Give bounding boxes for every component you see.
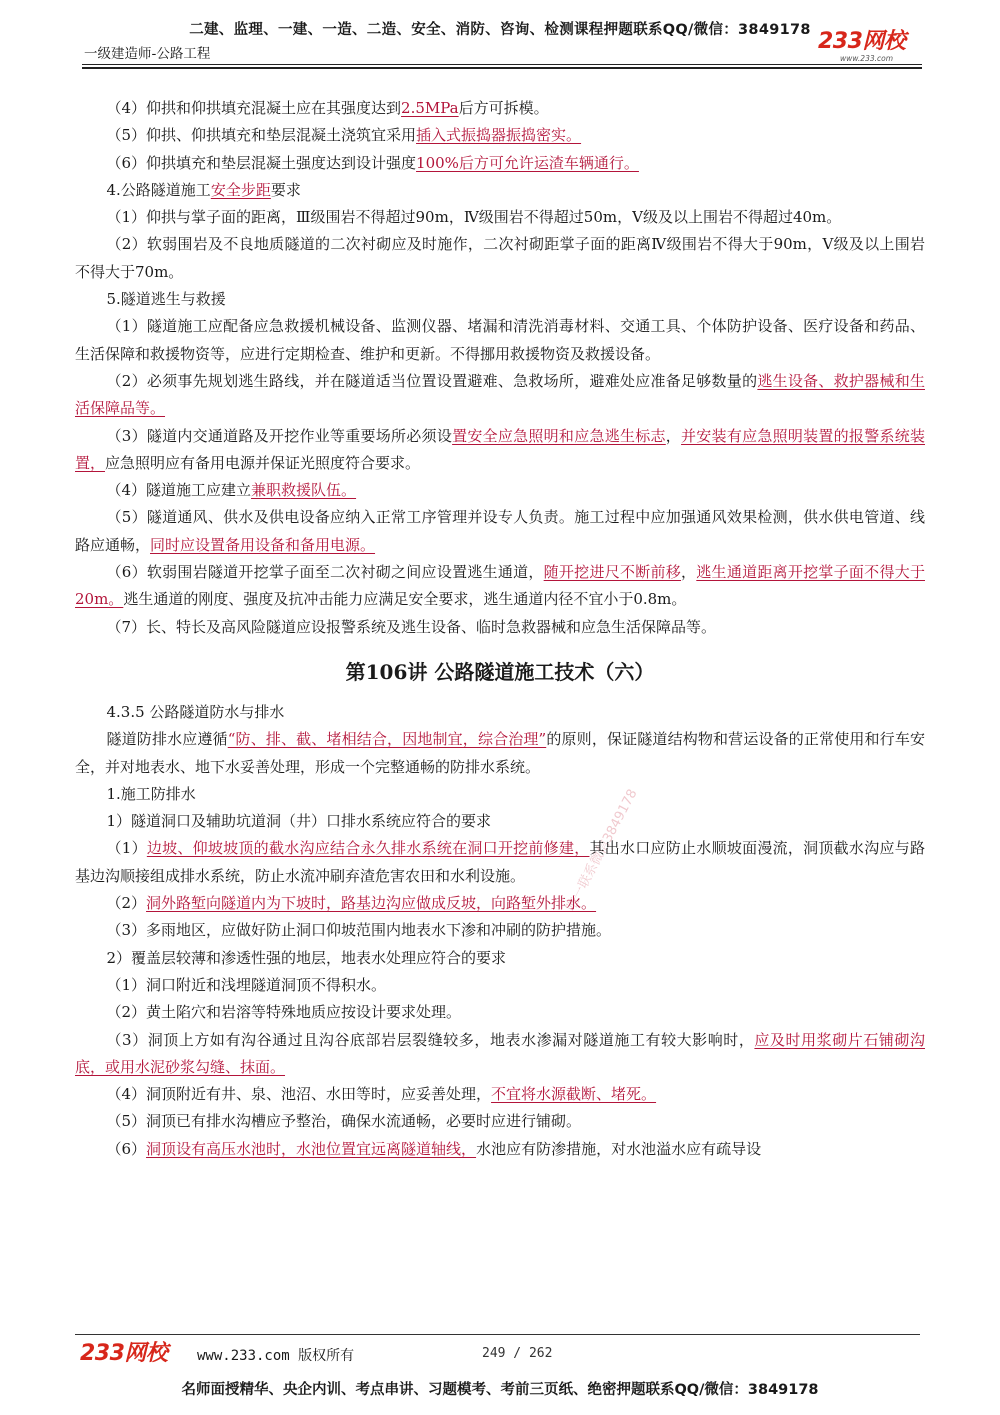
highlighted-text: 插入式振捣器振捣密实。 [416, 126, 582, 145]
highlighted-text: 逃生通道距离开挖掌子面不得大于20m。 [75, 563, 925, 609]
text-run: 水池应有防渗措施，对水池溢水应有疏导设 [476, 1139, 762, 1158]
paragraph [75, 1136, 925, 1163]
highlighted-text: 2.5MPa [401, 99, 459, 117]
text-run: （5）洞顶已有排水沟槽应予整治，确保水流通畅，必要时应进行铺砌。 [106, 1112, 582, 1131]
paragraph [75, 286, 925, 313]
text-run: 隧道防排水应遵循 [106, 730, 228, 749]
text-run: 应急照明应有备用电源并保证光照度符合要求。 [105, 453, 421, 472]
text-run: （1）仰拱与掌子面的距离，Ⅲ级围岩不得超过90m，Ⅳ级围岩不得超过50m，Ⅴ级及以上围岩不得超过40m。 [106, 208, 842, 227]
text-run: （2）黄土陷穴和岩溶等特殊地质应按设计要求处理。 [106, 1003, 462, 1022]
text-run: （4）仰拱和仰拱填充混凝土应在其强度达到 [106, 99, 402, 117]
footer-rule [75, 1334, 920, 1335]
watermark-text: 唯一联系微信3849178 [563, 786, 641, 914]
text-run: （1）洞口附近和浅埋隧道洞顶不得积水。 [106, 975, 387, 994]
paragraph [75, 614, 925, 641]
brand-logo [818, 30, 928, 63]
header-contact-line: 二建、监理、一建、一造、二造、安全、消防、咨询、检测课程押题联系QQ/微信：3849178 [189, 22, 811, 38]
paragraph [75, 699, 925, 726]
text-run: （3）洞顶上方如有沟谷通过且沟谷底部岩层裂缝较多，地表水渗漏对隧道施工有较大影响时， [106, 1030, 755, 1049]
text-run: （2） [106, 894, 147, 913]
text-run: 要求 [270, 180, 301, 199]
paragraph [75, 1081, 925, 1108]
paragraph [75, 368, 925, 423]
highlighted-text: 随开挖进尺不断前移 [543, 563, 682, 582]
paragraph [75, 122, 925, 149]
page-number: 249 / 262 [482, 1346, 553, 1361]
paragraph [75, 504, 925, 559]
section-heading [75, 657, 925, 687]
paragraph [75, 917, 925, 944]
text-run: （5）隧道通风、供水及供电设备应纳入正常工序管理并设专人负责。施工过程中应加强通风效果检测，供水供电管道、线路应通畅， [75, 508, 925, 554]
text-run: 其出水口应防止水顺坡面漫流，洞顶截水沟应与路基边沟顺接组成排水系统，防止水流冲刷弃渣危害农田和水利设施。 [75, 839, 925, 885]
paragraph [75, 835, 925, 890]
paragraph [75, 423, 925, 478]
footer-logo: 233网校 [80, 1341, 168, 1366]
text-run: 逃生通道的刚度、强度及抗冲击能力应满足安全要求，逃生通道内径不宜小于0.8m。 [123, 590, 687, 609]
text-run: （4）隧道施工应建立 [106, 481, 252, 500]
paragraph [75, 231, 925, 286]
highlighted-text: 洞顶设有高压水池时，水池位置宜远离隧道轴线， [146, 1139, 477, 1158]
text-run: （3）隧道内交通道路及开挖作业等重要场所必须设 [106, 426, 453, 445]
text-run: 1.施工防排水 [106, 784, 196, 803]
brand-logo-url: www.233.com [840, 54, 894, 63]
paragraph [75, 95, 925, 122]
paragraph [75, 781, 925, 808]
text-run: ， [681, 563, 697, 582]
highlighted-text: 不宜将水源截断、堵死。 [491, 1085, 657, 1104]
text-run: （2）必须事先规划逃生路线，并在隧道适当位置设置避难、急救场所，避难处应准备足够数量的 [106, 371, 758, 390]
paragraph [75, 313, 925, 368]
paragraph [75, 972, 925, 999]
text-run: （1） [106, 839, 147, 858]
highlighted-text: 洞外路堑向隧道内为下坡时，路基边沟应做成反坡，向路堑外排水。 [146, 894, 597, 913]
header-rule-thin [82, 64, 922, 65]
text-run: 后方可拆模。 [458, 99, 549, 117]
paragraph [75, 1108, 925, 1135]
text-run: ， [665, 426, 682, 445]
paragraph [75, 999, 925, 1026]
text-run: 5.隧道逃生与救援 [106, 290, 226, 309]
paragraph [75, 808, 925, 835]
text-run: 4.公路隧道施工 [106, 180, 211, 199]
text-run: （3）多雨地区，应做好防止洞口仰坡范围内地表水下渗和冲刷的防护措施。 [106, 921, 612, 940]
text-run: 1）隧道洞口及辅助坑道洞（井）口排水系统应符合的要求 [106, 812, 492, 831]
paragraph [75, 559, 925, 614]
highlighted-text: 置安全应急照明和应急逃生标志 [452, 426, 666, 445]
text-run: 4.3.5 公路隧道防水与排水 [106, 702, 285, 721]
paragraph [75, 150, 925, 177]
highlighted-text: 安全步距 [210, 180, 271, 199]
brand-logo-text: 233网校 [818, 29, 906, 54]
document-body [75, 95, 925, 1163]
footer-copyright: www.233.com 版权所有 [197, 1348, 355, 1364]
text-run: （5）仰拱、仰拱填充和垫层混凝土浇筑宜采用 [106, 126, 417, 145]
highlighted-text: 应及时用浆砌片石铺砌沟底，或用水泥砂浆勾缝、抹面。 [75, 1030, 925, 1076]
paragraph [75, 177, 925, 204]
text-run: （6） [106, 1139, 147, 1158]
text-run: （6）软弱围岩隧道开挖掌子面至二次衬砌之间应设置逃生通道， [106, 563, 544, 582]
text-run: （1）隧道施工应配备应急救援机械设备、监测仪器、堵漏和清洗消毒材料、交通工具、个体防护设备、医疗设备和药品、生活保障和救援物资等，应进行定期检查、维护和更新。不得挪用救援物资及救援设备。 [75, 317, 925, 363]
highlighted-text: 同时应设置备用设备和备用电源。 [150, 535, 376, 554]
text-run: 2）覆盖层较薄和渗透性强的地层，地表水处理应符合的要求 [106, 948, 507, 967]
paragraph [75, 726, 925, 781]
paragraph [75, 1027, 925, 1082]
header-rule-thick [82, 67, 922, 69]
paragraph [75, 890, 925, 917]
paragraph [75, 477, 925, 504]
footer-contact-line: 名师面授精华、央企内训、考点串讲、习题模考、考前三页纸、绝密押题联系QQ/微信：3849178 [181, 1382, 819, 1398]
text-run: （4）洞顶附近有井、泉、池沼、水田等时，应妥善处理， [106, 1085, 492, 1104]
highlighted-text: 并安装有应急照明装置的报警系统装置， [75, 426, 925, 472]
text-run: （6）仰拱填充和垫层混凝土强度达到设计强度 [106, 153, 417, 172]
text-run: （7）长、特长及高风险隧道应设报警系统及逃生设备、临时急救器械和应急生活保障品等。 [106, 617, 717, 636]
text-run: （2）软弱围岩及不良地质隧道的二次衬砌应及时施作，二次衬砌距掌子面的距离Ⅳ级围岩不得大于90m，Ⅴ级及以上围岩不得大于70m。 [75, 235, 925, 281]
paragraph [75, 204, 925, 231]
document-subtitle: 一级建造师-公路工程 [84, 46, 211, 62]
highlighted-text: 100%后方可允许运渣车辆通行。 [416, 153, 639, 172]
highlighted-text: 边坡、仰坡坡顶的截水沟应结合永久排水系统在洞口开挖前修建， [146, 839, 590, 858]
highlighted-text: “防、排、截、堵相结合，因地制宜，综合治理” [227, 730, 547, 749]
highlighted-text: 兼职救援队伍。 [251, 481, 357, 500]
paragraph [75, 945, 925, 972]
text-run: 的原则，保证隧道结构物和营运设备的正常使用和行车安全，并对地表水、地下水妥善处理，形成一个完整通畅的防排水系统。 [75, 730, 925, 776]
text-run: 第106讲 公路隧道施工技术（六） [345, 659, 655, 684]
highlighted-text: 逃生设备、救护器械和生活保障品等。 [75, 371, 925, 418]
